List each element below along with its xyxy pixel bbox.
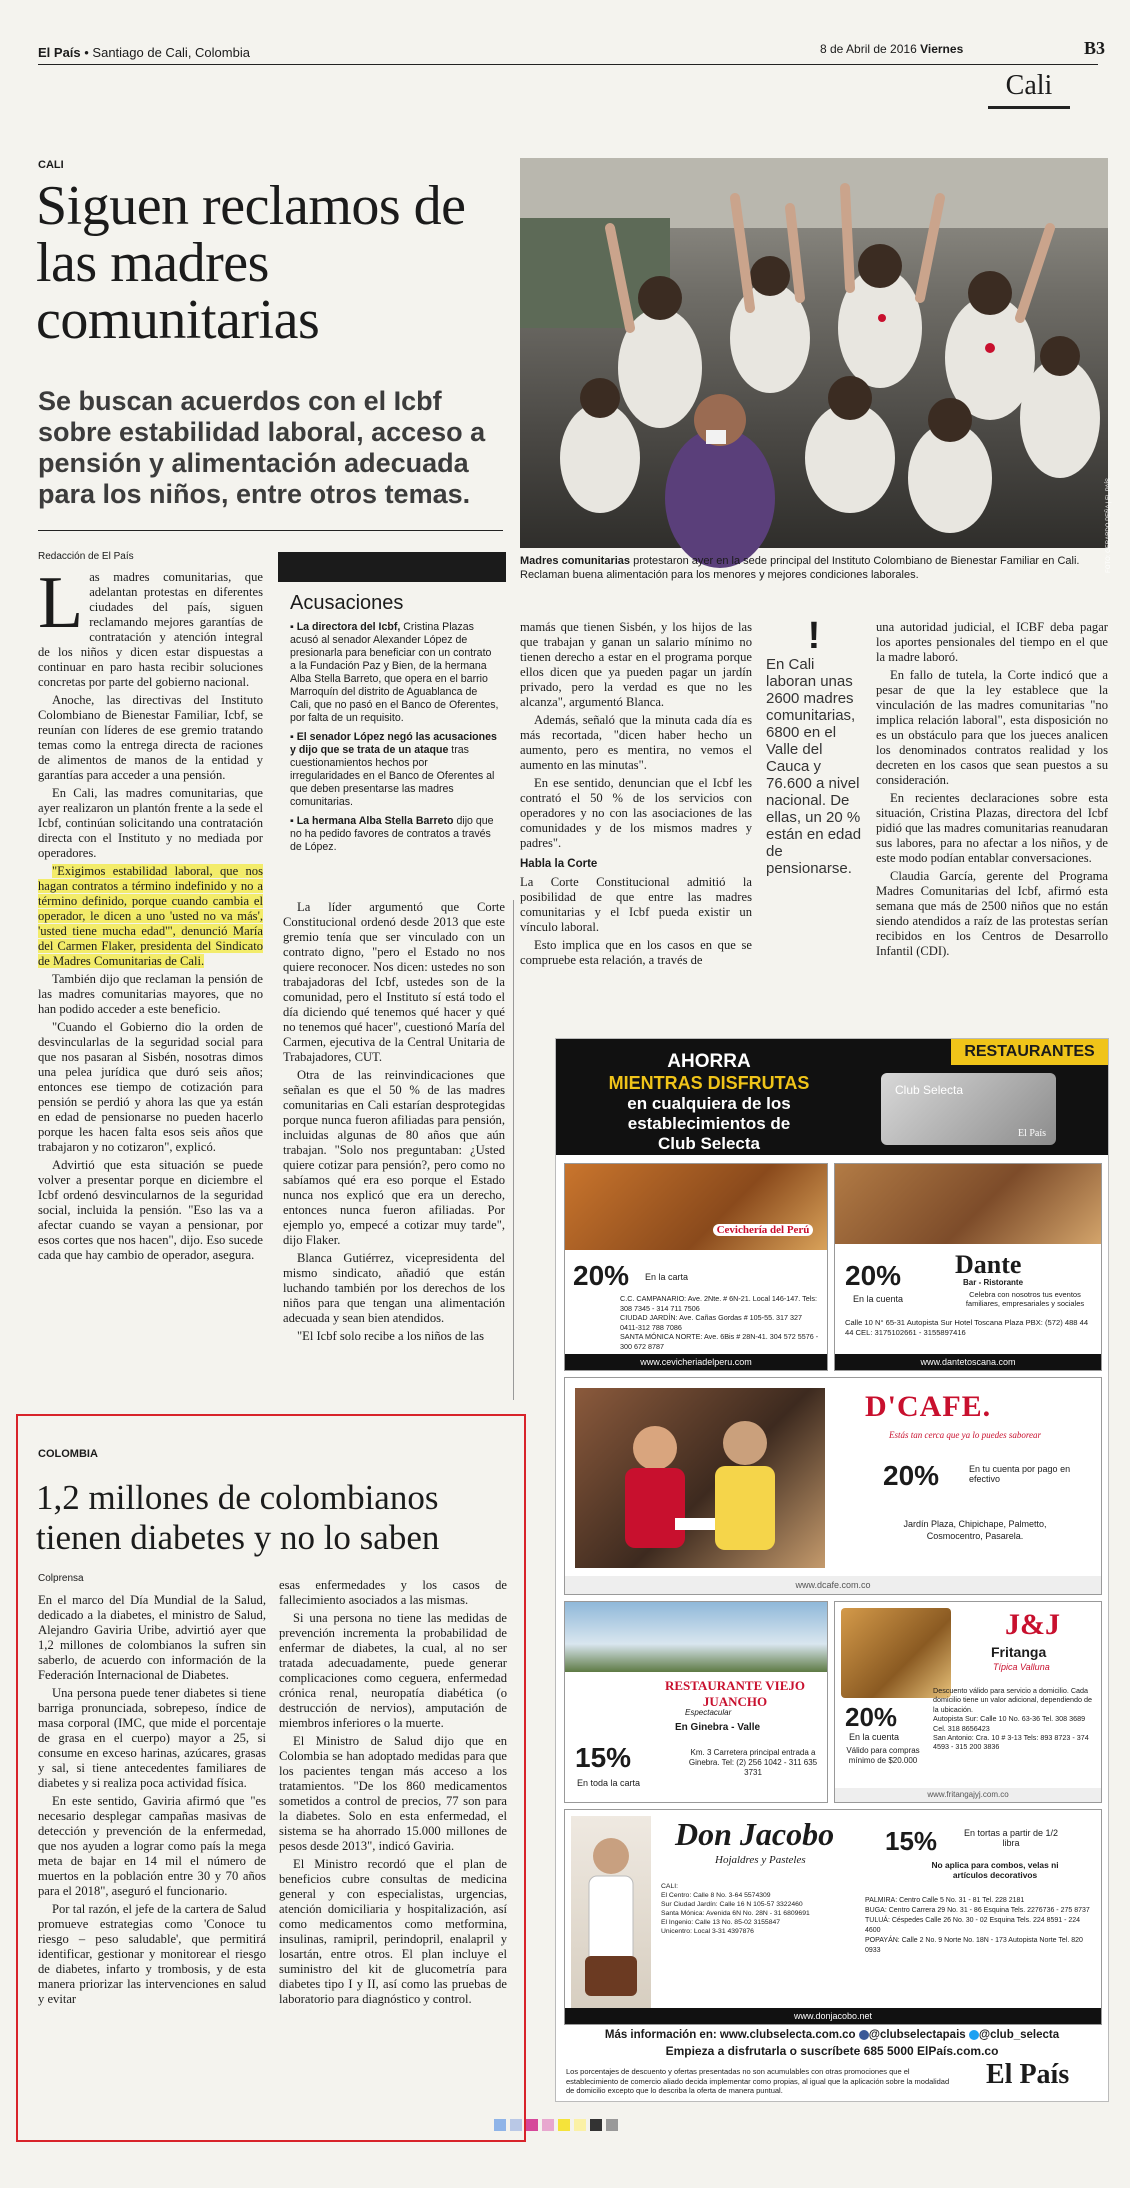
twitter-icon xyxy=(969,2030,979,2040)
diabetes-paragraph: El Ministro recordó que el plan de beneficios cubre consultas de medicina general y con especialistas, urgencias, atención domiciliaria y hospitalización, así como medicamentos como metformina, insulinas, ramipril, perindopril, enalapril y losartán, entre otros. El plan incluye el suministro del kit de glucometría para diabetes tipo I y II, así como las pruebas de laboratorio para diagnóstico y control. xyxy=(279,1857,507,2006)
discount-percent: 20% xyxy=(845,1260,902,1291)
ad-fritanga xyxy=(834,1601,1102,1803)
restaurant-logo: Dante xyxy=(955,1250,1022,1279)
main-column-4 xyxy=(876,620,1108,962)
restaurant-tag: Espectacular xyxy=(685,1708,732,1717)
social-twitter: @club_selecta xyxy=(978,2029,1060,2041)
diabetes-paragraph: Por tal razón, el jefe de la cartera de Salud promueve estrategias como 'Conoce tu riesgo – peso saludable', que permitirá identificar, gestionar y monitorear el riesgo de diabetes, infarto y trombosis, y de esta manera priorizar las intervenciones en salud y evitar xyxy=(38,1902,266,2006)
ad-disclaimer: Los porcentajes de descuento y ofertas presentadas no son acumulables con otras promociones que el establecimiento de comercio aliado decida implementar como propias, al igual que la aplicación sobre la modalidad de domicilio excepto que lo describa la oferta de manera puntual. xyxy=(566,2067,950,2095)
ad-cevicheria xyxy=(564,1163,828,1371)
restaurant-address: Calle 10 N° 65-31 Autopista Sur Hotel Toscana Plaza PBX: (572) 488 44 44 CEL: 3175102661 - 3155897416 xyxy=(845,1318,1089,1337)
photo-caption xyxy=(520,554,1100,582)
location: Santiago de Cali, Colombia xyxy=(92,45,250,60)
diabetes-paragraph: En el marco del Día Mundial de la Salud, dedicado a la diabetes, el ministro de Salud, Alejandro Gaviria Uribe, advirtió ayer que 1,2 millones de colombianos la sufren sin saberlo, de acuerdo con información de la Federación Internacional de Diabetes. xyxy=(38,1593,266,1682)
restaurant-logo: Don Jacobo xyxy=(675,1816,835,1852)
restaurant-desc: Celebra con nosotros tus eventos familiares, empresariales y sociales xyxy=(965,1290,1085,1308)
main-headline: Siguen reclamos de las madres comunitarias xyxy=(36,175,466,351)
fact-box xyxy=(766,616,862,877)
ad-headline: Club Selecta xyxy=(657,1134,761,1153)
ad-dante xyxy=(834,1163,1102,1371)
byline: Colprensa xyxy=(38,1573,84,1584)
main-paragraph: Blanca Gutiérrez, vicepresidenta del mismo sindicato, añadió que están luchando también por los derechos de los niños para que tengan una alimentación adecuada y sean bien atendidos. xyxy=(283,1251,505,1325)
exclamation-icon: ! xyxy=(807,615,821,657)
restaurant-tag: Bar - Ristorante xyxy=(963,1278,1024,1287)
diabetes-paragraph: Una persona puede tener diabetes si tiene barriga pronunciada, sobrepeso, índice de masa corporal (IMC, que mide el porcentaje de grasa en el cuerpo) mayor a 25, si consume en exceso harinas, azúcares, grasas y sal, si tiene antecedentes familiares de diabetes y si realiza poca actividad física. xyxy=(38,1686,266,1790)
restaurant-address-cali: CALI: El Centro: Calle 8 No. 3-64 5574309 Sur Ciudad Jardín: Calle 16 N 105-57 3322460 Santa Mónica: Avenida 6N No. 28N - 31 6809691 El Ingenio: Calle 13 No. 85-02 3155847 Unicentro: Local 3-31 4397876 xyxy=(661,1883,810,1935)
restaurant-web: www.cevicheriadelperu.com xyxy=(565,1354,827,1370)
main-paragraph: Advirtió que esta situación se puede volver a presentar porque en diciembre el Icbf ordenó desvincularnos de la seguridad social, incluida la pensión. "Eso las va a afectar cuando se vayan a pensionar, por esos cortes que nos hacen", dijo. Eso sucede cada que hay cambio de operador, asegura. xyxy=(38,1158,263,1262)
main-column-2 xyxy=(283,900,505,1347)
facebook-icon xyxy=(859,2030,869,2040)
restaurant-address-other: PALMIRA: Centro Calle 5 No. 31 - 81 Tel. 228 2181 BUGA: Centro Carrera 29 No. 31 - 86 Esquina Tels. 2276736 - 275 8737 TULUÁ: Céspedes Calle 26 No. 30 - 02 Esquina Tels. 224 8591 - 224 4600 POPAYÁN: Calle 2 No. 9 Norte No. 18N - 173 Autopista Norte Tel. 820 0933 xyxy=(865,1897,1090,1954)
discount-note: En tu cuenta por pago en efectivo xyxy=(969,1464,1071,1484)
restaurant-logo: Cevichería del Perú xyxy=(713,1224,813,1236)
subheading: Habla la Corte xyxy=(520,858,598,870)
main-paragraph: En fallo de tutela, la Corte indicó que a pesar de que la ley establece que la vinculación de las madres comunitarias "no implica relación laboral", esta disposición no es un obstáculo para que los jueces analicen los denominados contratos realidad y los decreten en los casos que sean puestos a su consideración. xyxy=(876,668,1108,787)
kicker: COLOMBIA xyxy=(38,1448,98,1460)
photo-credit: FOTO: GERARDO PEÑA | EL PAÍS xyxy=(1106,478,1112,573)
card-logo: Club Selecta xyxy=(895,1083,964,1097)
main-paragraph: Otra de las reinvindicaciones que señalan es que el 50 % de las madres comunitarias en Cali estarían desprotegidas porque nunca fueron afiliadas para pensión, incluidas algunas de 80 años que aún trabajan. "Solo nos preguntaban: ¿Usted quiere cotizar para pensión?, pero como no sabíamos qué era eso porque el Estado nunca nos explicó que era un derecho, entonces nunca fueron afiliadas. Por ejemplo yo, empecé a cotizar muy tarde", dijo Flaker. xyxy=(283,1068,505,1247)
club-selecta-ad xyxy=(555,1038,1109,2102)
restaurant-logo: D'CAFE. xyxy=(865,1390,992,1423)
ad-headline: establecimientos de xyxy=(627,1114,791,1133)
restaurant-address: C.C. CAMPANARIO: Ave. 2Nte. # 6N-21. Local 146-147. Tels: 308 7345 - 314 711 7506 CIUDAD JARDÍN: Ave. Cañas Gordas # 105-55. 317 327 0411-312 788 7086 SANTA MÓNICA NORTE: Ave. 6Bis # 28N-41. 304 572 5576 - 300 672 8787 xyxy=(620,1294,819,1351)
box-item: ▪ La hermana Alba Stella Barreto dijo que no ha pedido favores de contratos a través de López. xyxy=(290,815,494,853)
highlighted-quote: "Exigimos estabilidad laboral, que nos hagan contratos a término indefinido y no a término definido, porque cuando cambia el operador, le dicen a uno 'usted no va más', 'usted tiene mucha edad'", denunció María del Carmen Flaker, presidenta del Sindicato de Madres Comunitarias de Cali. xyxy=(38,864,263,968)
discount-percent: 20% xyxy=(573,1260,630,1291)
discount-percent: 20% xyxy=(883,1460,940,1491)
card-brand: El País xyxy=(1017,1128,1046,1139)
club-card xyxy=(881,1073,1056,1145)
main-paragraph: Además, señaló que la minuta cada día es más recortada, "dicen haber hecho un aumento, pero es mentira, no vemos el aumento en las minutas". xyxy=(520,713,752,772)
box-item: ▪ La directora del Icbf, Cristina Plazas acusó al senador Alexander López de presionarla para beneficiar con un contrato a la Fundación Paz y Bien, de la hermana Alba Stella Barreto, que opera en el barrio Marroquín del distrito de Aguablanca de Cali, que no pasó en el Banco de Oferentes, por falta de un requisito. xyxy=(290,621,499,724)
restaurant-logo: RESTAURANTE VIEJO JUANCHO xyxy=(664,1678,806,1709)
crowd-illustration xyxy=(520,158,1108,548)
ad-headline: AHORRA xyxy=(667,1051,751,1072)
ad-viejo-juancho xyxy=(564,1601,828,1803)
color-registration-bar xyxy=(494,2116,654,2128)
main-paragraph: "El Icbf solo recibe a los niños de las xyxy=(297,1329,484,1343)
diabetes-paragraph: esas enfermedades y los casos de fallecimiento asociados a las mismas. xyxy=(279,1578,507,1607)
diabetes-paragraph: Si una persona no tiene las medidas de prevención incrementa la probabilidad de enfermar de diabetes, la cual, al no ser tratada adecuadamente, puede generar complicaciones como ceguera, enfermedad crónica renal, neuropatía diabética (o destrucción de nervios), amputación de miembros inferiores o la muerte. xyxy=(279,1611,507,1730)
main-paragraph: También dijo que reclaman la pensión de las madres comunitarias mayores, que no han podido acceder a este beneficio. xyxy=(38,972,263,1016)
restaurant-address: Km. 3 Carretera principal entrada a Ginebra. Tel: (2) 256 1042 - 311 635 3731 xyxy=(688,1748,818,1777)
page-number: B3 xyxy=(1084,38,1106,58)
main-paragraph: En recientes declaraciones sobre esta situación, Cristina Plazas, directora del Icbf pidió que las madres comunitarias reanudaran sus labores, para no afectar a los niños, y de este modo podían entablar conversaciones. xyxy=(876,791,1108,865)
ad-dcafe xyxy=(564,1377,1102,1595)
main-subtitle: Se buscan acuerdos con el Icbf sobre estabilidad laboral, acceso a pensión y alimentación adecuada para los niños, entre otros temas. xyxy=(38,386,486,509)
social-facebook: @clubselectapais xyxy=(868,2029,966,2041)
more-info: Más información en: www.clubselecta.com.co xyxy=(604,2029,856,2041)
main-column-3 xyxy=(520,620,752,971)
restaurant-address: Jardín Plaza, Chipichape, Palmetto, Cosmocentro, Pasarela. xyxy=(903,1519,1047,1541)
diabetes-paragraph: El Ministro de Salud dijo que en Colombia se han adoptado medidas para que los pacientes tengan más acceso a los tratamientos. "De los 860 medicamentos sometidos a control de precios, 77 son para la diabetes. Solo en esta enfermedad, el sistema se ha ahorrado 15.000 millones de pesos desde 2013", indicó Gaviria. xyxy=(279,1734,507,1853)
main-paragraph: mamás que tienen Sisbén, y los hijos de las que trabajan y ganan un salario mínimo no tienen derecho a estar en el programa porque ellos dicen que ya pueden pagar un jardín privado, pero la verdad es que no les alcanza", argumentó Blanca. xyxy=(520,620,752,709)
fact-text: En Cali laboran unas 2600 madres comunitarias, 6800 en el Valle del Cauca y 76.600 a nivel nacional. De ellas, un 20 % están en edad de pensionarse. xyxy=(766,656,862,877)
byline: Redacción de El País xyxy=(38,551,134,562)
ad-headline: en cualquiera de los xyxy=(627,1094,791,1113)
restaurant-logo: Fritanga xyxy=(991,1644,1047,1660)
ad-footer xyxy=(556,2029,1108,2058)
main-paragraph: "Cuando el Gobierno dio la orden de desvincularlas de la seguridad social para que nos pasaran al Sisbén, nosotras dimos una pelea jurídica que duró seis años; entonces ese tiempo de cotización para pensión se perdió y ahora las que ya están en edad de pensionarse no pueden hacerlo porque les hacen falta esos seis años que trabajaron y no cotizaron", explicó. xyxy=(38,1020,263,1154)
restaurant-city: En Ginebra - Valle xyxy=(675,1722,761,1733)
box-item: ▪ El senador López negó las acusaciones y dijo que se trata de un ataque tras cuestionamientos hechos por irregularidades en el Banco de Oferentes al que deben presentarse las madres comunitarias. xyxy=(290,731,497,808)
diabetes-paragraph: En este sentido, Gaviria afirmó que "es necesario desplegar campañas masivas de detección y prevención de la enfermedad, que nos ayuden a lograr como país la mega meta de bajar en 14 mil el número de muertos en la población entre 30 y 70 años para el 2018", aseguró el funcionario. xyxy=(38,1794,266,1898)
main-paragraph: La líder argumentó que Corte Constitucional ordenó desde 2013 que este gremio tenía que ser vinculado con un contrato digno, "pero el Estado no nos quiere reconocer. Nos dicen: ustedes no son trabajadoras del Icbf, ustedes son de la comunidad, pero el Instituto sí está todo el día diciendo qué tenemos qué hacer y qué no tenemos qué hacer", cuestionó María del Carmen, ejecutiva de la Central Unitaria de Trabajadores, CUT. xyxy=(283,900,505,1064)
drop-cap: L xyxy=(38,562,84,644)
main-paragraph: Anoche, las directivas del Instituto Colombiano de Bienestar Familiar, Icbf, se reunían con líderes de ese gremio tratando temas como la entrega directa de raciones de alimentos de manos de la entidad y garantías para acceder a una pensión. xyxy=(38,693,263,782)
restaurant-web: www.dcafe.com.co xyxy=(565,1576,1101,1594)
discount-note: En tortas a partir de 1/2 libra xyxy=(963,1828,1059,1848)
diabetes-headline: 1,2 millones de colombianos tienen diabetes y no lo saben xyxy=(36,1478,440,1557)
restaurants-tab: RESTAURANTES xyxy=(951,1039,1108,1065)
ad-headline: MIENTRAS DISFRUTAS xyxy=(608,1073,810,1093)
restaurant-slogan: Estás tan cerca que ya lo puedes saborear xyxy=(888,1430,1042,1440)
section-tab: Cali xyxy=(988,68,1070,109)
box-title: Acusaciones xyxy=(290,592,404,614)
accusations-box xyxy=(278,552,506,853)
restaurant-web: www.fritangajyj.com.co xyxy=(835,1788,1101,1802)
main-paragraph: Las madres comunitarias, que adelantan protestas en diferentes ciudades del país, siguen reclamando mejores garantías de contratación y atención integral de los niños y dicen estar dispuestas a continuar en paro hasta recibir soluciones concretas por parte del gobierno nacional. xyxy=(38,562,263,689)
weekday: Viernes xyxy=(920,42,964,56)
ad-don-jacobo xyxy=(564,1809,1102,2025)
restaurant-tag: Típica Valluna xyxy=(993,1662,1050,1672)
main-paragraph: La Corte Constitucional admitió la posibilidad de que entre las madres comunitarias y el Icbf pueda existir un vínculo laboral. xyxy=(520,875,752,934)
restaurant-address: Descuento válido para servicio a domicilio. Cada domicilio tiene un valor adicional, dependiendo de la ubicación. Autopista Sur: Calle 10 No. 63-36 Tel. 308 3689 Cel. 318 8656423 San Antonio: Cra. 10 # 3-13 Tels: 893 8723 - 374 4593 - 315 200 3836 xyxy=(933,1686,1093,1752)
restaurant-web: www.donjacobo.net xyxy=(565,2008,1101,2024)
el-pais-logo: El País xyxy=(986,2059,1070,2090)
discount-condition: Válido para compras mínimo de $20.000 xyxy=(846,1746,920,1765)
discount-percent: 20% xyxy=(845,1702,898,1732)
main-paragraph: En Cali, las madres comunitarias, que ayer realizaron un plantón frente a la sede el Icbf, continúan solicitando una contratación directa con el Instituto y no mediada por operadores. xyxy=(38,786,263,860)
ad-header xyxy=(556,1039,1108,1155)
discount-note: En la cuenta xyxy=(849,1732,900,1742)
diabetes-column-1 xyxy=(38,1593,266,2010)
cafe-couple-image xyxy=(575,1388,825,1568)
restaurant-tag: Hojaldres y Pasteles xyxy=(715,1854,806,1866)
restaurant-web: www.dantetoscana.com xyxy=(835,1354,1101,1370)
main-paragraph: Claudia García, gerente del Programa Madres Comunitarias del Icbf, afirmó esta semana que más de 2500 niños que no están siendo atendidos a raíz de las protestas serían recibidos en los Centros de Desarrollo Infantil (CDI). xyxy=(876,869,1108,958)
paper-name: El País xyxy=(38,45,81,60)
caption-bold: Madres comunitarias xyxy=(520,555,631,567)
kicker: CALI xyxy=(38,159,64,171)
discount-condition: No aplica para combos, velas ni artículos decorativos xyxy=(931,1860,1059,1880)
discount-note: En la carta xyxy=(645,1272,689,1282)
restaurant-monogram: J&J xyxy=(1005,1608,1060,1641)
main-paragraph: Esto implica que en los casos en que se compruebe esta relación, a través de xyxy=(520,938,752,967)
diabetes-column-2 xyxy=(279,1578,507,2010)
chef-image xyxy=(571,1816,651,2016)
discount-note: En toda la carta xyxy=(577,1778,641,1788)
main-paragraph: En ese sentido, denuncian que el Icbf les contrató el 50 % de los servicios con operadores y no con las asociaciones de las comunidades y de los mismos madres y padres". xyxy=(520,776,752,850)
main-column-1 xyxy=(38,562,263,1266)
discount-percent: 15% xyxy=(575,1742,632,1773)
page-header: El País • Santiago de Cali, Colombia 8 de Abril de 2016 Viernes B3 xyxy=(38,38,1106,60)
subscribe-line: Empieza a disfrutarla o suscríbete 685 5000 ElPaís.com.co xyxy=(665,2044,999,2058)
discount-note: En la cuenta xyxy=(853,1294,904,1304)
date: 8 de Abril de 2016 xyxy=(820,42,917,56)
caption-text: protestaron ayer en la sede principal del Instituto Colombiano de Bienestar Familiar en Cali. Reclaman buena alimentación para los menores y mejores condiciones laborales. xyxy=(520,555,1080,581)
discount-percent: 15% xyxy=(885,1826,938,1856)
main-paragraph: una autoridad judicial, el ICBF deba pagar los aportes pensionales del tiempo en el que la madre laboró. xyxy=(876,620,1108,664)
